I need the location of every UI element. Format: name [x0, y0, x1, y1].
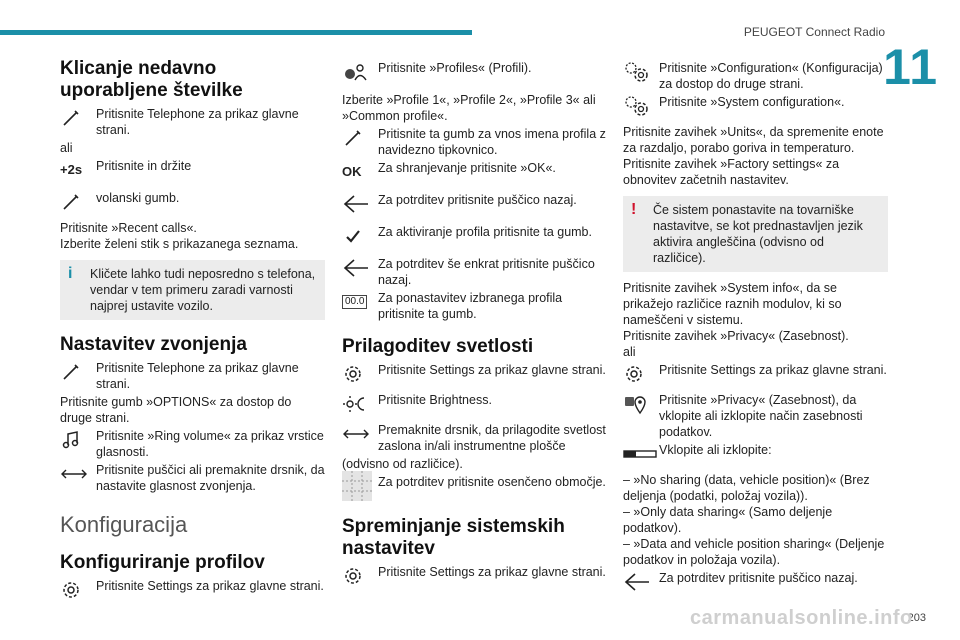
instruction-row: Za potrditev še enkrat pritisnite puščico nazaj.: [342, 256, 607, 288]
double-gear-icon: [623, 60, 657, 84]
section-title-brightness: Prilagoditev svetlosti: [342, 336, 534, 357]
pen-icon: [60, 190, 94, 214]
column-3: Pritisnite »Configuration« (Konfiguracija) za dostop do druge strani. Pritisnite »System configuration«. Pritisnite zavihek »Units«, da spremenite enote za razdaljo, porabo goriva in temperaturo. Pritisnite zavihek »Factory settings« za obnovitev začetnih nastavitev. ! Če sistem ponastavite na tovarniške nastavitve, se kot prednastavljen jezik aktivira angleščina (odvisno od različice). Pritisnite zavihek »System info«, da se prikažejo različice raznih modulov, ki so nameščeni v sistemu. Pritisnite zavihek »Privacy« (Zasebnost). ali Pritisnite Settings za prikaz glavne strani. Pritisnite »Privacy« (Zasebnost), da vklopite ali izklopite način zasebnosti podatkov. Vklopite ali izklopite: – »No sharing (data, vehicle position)« (Brez deljenja (podatki, položaj vozila)). – »Only data sharing« (Samo deljenje podatkov). – »Data and vehicle position sharing« (Deljenje podatkov in položaja vozila). Za potrditev pritisnite puščico nazaj.: [623, 58, 888, 596]
checkmark-icon: [342, 224, 376, 248]
shaded-area-icon: [342, 474, 376, 498]
instruction-row: Pritisnite Brightness.: [342, 392, 607, 416]
gear-icon: [60, 578, 94, 602]
gear-icon: [623, 362, 657, 386]
instruction-row: volanski gumb.: [60, 190, 325, 214]
info-box: i Kličete lahko tudi neposredno s telefona, vendar v tem primeru zaradi varnosti najprej ustavite vozilo.: [60, 260, 325, 320]
column-2: Pritisnite »Profiles« (Profili). Izberite »Profile 1«, »Profile 2«, »Profile 3« ali »Common profile«. Pritisnite ta gumb za vnos imena profila z navidezno tipkovnico. OK Za shranjevanje pritisnite »OK«. Za potrditev pritisnite puščico nazaj. Za aktiviranje profila pritisnite ta gumb. Za potrditev še enkrat pritisnite puščico nazaj. 00.0 Za ponastavitev izbranega profila pritisnite ta gumb. Prilagoditev svetlosti Pritisnite Settings za prikaz glavne strani. Pritisnite Brightness. Premaknite drsnik, da prilagodite svetlost zaslona in/ali instrumentne plošče (odvisno od različice). Za potrditev pritisnite osenčeno območje. Spreminjanje sistemskih nastavitev Pritisnite Settings za prikaz glavne strani.: [342, 58, 607, 590]
chapter-number: 11: [883, 39, 938, 95]
page-number: 203: [907, 612, 926, 624]
instruction-row: OK Za shranjevanje pritisnite »OK«.: [342, 160, 607, 184]
press-hold-icon: +2s: [60, 162, 83, 177]
pen-icon: [60, 106, 94, 130]
instruction-row: Pritisnite Settings za prikaz glavne strani.: [342, 564, 607, 588]
section-title-recent-calls: Klicanje nedavno uporabljene številke: [60, 58, 243, 101]
instruction-row: Za potrditev pritisnite osenčeno območje.: [342, 474, 607, 498]
section-title-system-settings: Spreminjanje sistemskih nastavitev: [342, 516, 565, 559]
header-title: PEUGEOT Connect Radio: [743, 25, 885, 39]
instruction-row: 00.0 Za ponastavitev izbranega profila pritisnite ta gumb.: [342, 290, 607, 322]
instruction-row: Za potrditev pritisnite puščico nazaj.: [623, 570, 888, 594]
gear-icon: [342, 564, 376, 588]
instruction-row: Vklopite ali izklopite:: [623, 442, 888, 466]
reset-icon: 00.0: [342, 290, 376, 314]
privacy-location-icon: [623, 392, 657, 416]
back-arrow-icon: [623, 570, 657, 594]
watermark: carmanualsonline.info: [690, 607, 913, 629]
double-gear-icon: [623, 94, 657, 118]
instruction-row: Za potrditev pritisnite puščico nazaj.: [342, 192, 607, 216]
info-icon: i: [68, 265, 73, 282]
music-note-icon: [60, 428, 94, 452]
gear-icon: [342, 362, 376, 386]
back-arrow-icon: [342, 192, 376, 216]
ok-icon: OK: [342, 164, 362, 179]
header-bar: [0, 30, 472, 35]
instruction-row: Pritisnite »Configuration« (Konfiguracija) za dostop do druge strani.: [623, 60, 888, 92]
back-arrow-icon: [342, 256, 376, 280]
drag-slider-icon: [60, 462, 94, 486]
toggle-icon: [623, 442, 657, 466]
drag-slider-icon: [342, 422, 376, 446]
instruction-row: Pritisnite »Profiles« (Profili).: [342, 60, 607, 84]
warning-box: ! Če sistem ponastavite na tovarniške nastavitve, se kot prednastavljen jezik aktivira angleščina (odvisno od različice).: [623, 196, 888, 272]
instruction-row: Pritisnite puščici ali premaknite drsnik, da nastavite glasnost zvonjenja.: [60, 462, 325, 494]
pen-icon: [60, 360, 94, 384]
column-1: Klicanje nedavno uporabljene številke Pritisnite Telephone za prikaz glavne strani. ali +2s Pritisnite in držite volanski gumb. Pritisnite »Recent calls«. Izberite želeni stik s prikazanega seznama. i Kličete lahko tudi neposredno s telefona, vendar v tem primeru zaradi varnosti najprej ustavite vozilo. Nastavitev zvonjenja Pritisnite Telephone za prikaz glavne strani. Pritisnite gumb »OPTIONS« za dostop do druge strani. Pritisnite »Ring volume« za prikaz vrstice glasnosti. Pritisnite puščici ali premaknite drsnik, da nastavite glasnost zvonjenja. Konfiguracija Konfiguriranje profilov Pritisnite Settings za prikaz glavne strani.: [60, 58, 325, 604]
instruction-row: Premaknite drsnik, da prilagodite svetlost zaslona in/ali instrumentne plošče: [342, 422, 607, 454]
section-title-profiles: Konfiguriranje profilov: [60, 552, 265, 573]
instruction-row: +2s Pritisnite in držite: [60, 158, 325, 182]
instruction-row: Pritisnite Settings za prikaz glavne strani.: [623, 362, 888, 386]
section-title-configuration: Konfiguracija: [60, 512, 188, 537]
section-title-ringtone: Nastavitev zvonjenja: [60, 334, 247, 355]
instruction-row: Pritisnite »System configuration«.: [623, 94, 888, 118]
instruction-row: Pritisnite Telephone za prikaz glavne strani.: [60, 106, 325, 138]
instruction-row: Pritisnite »Ring volume« za prikaz vrstice glasnosti.: [60, 428, 325, 460]
profile-icon: [342, 60, 376, 84]
instruction-row: Pritisnite Settings za prikaz glavne strani.: [342, 362, 607, 386]
instruction-row: Za aktiviranje profila pritisnite ta gumb.: [342, 224, 607, 248]
brightness-icon: [342, 392, 376, 416]
instruction-row: Pritisnite ta gumb za vnos imena profila z navidezno tipkovnico.: [342, 126, 607, 158]
instruction-row: Pritisnite Telephone za prikaz glavne strani.: [60, 360, 325, 392]
warning-icon: !: [631, 201, 637, 218]
instruction-row: Pritisnite »Privacy« (Zasebnost), da vklopite ali izklopite način zasebnosti podatkov.: [623, 392, 888, 440]
instruction-row: Pritisnite Settings za prikaz glavne strani.: [60, 578, 325, 602]
pen-icon: [342, 126, 376, 150]
